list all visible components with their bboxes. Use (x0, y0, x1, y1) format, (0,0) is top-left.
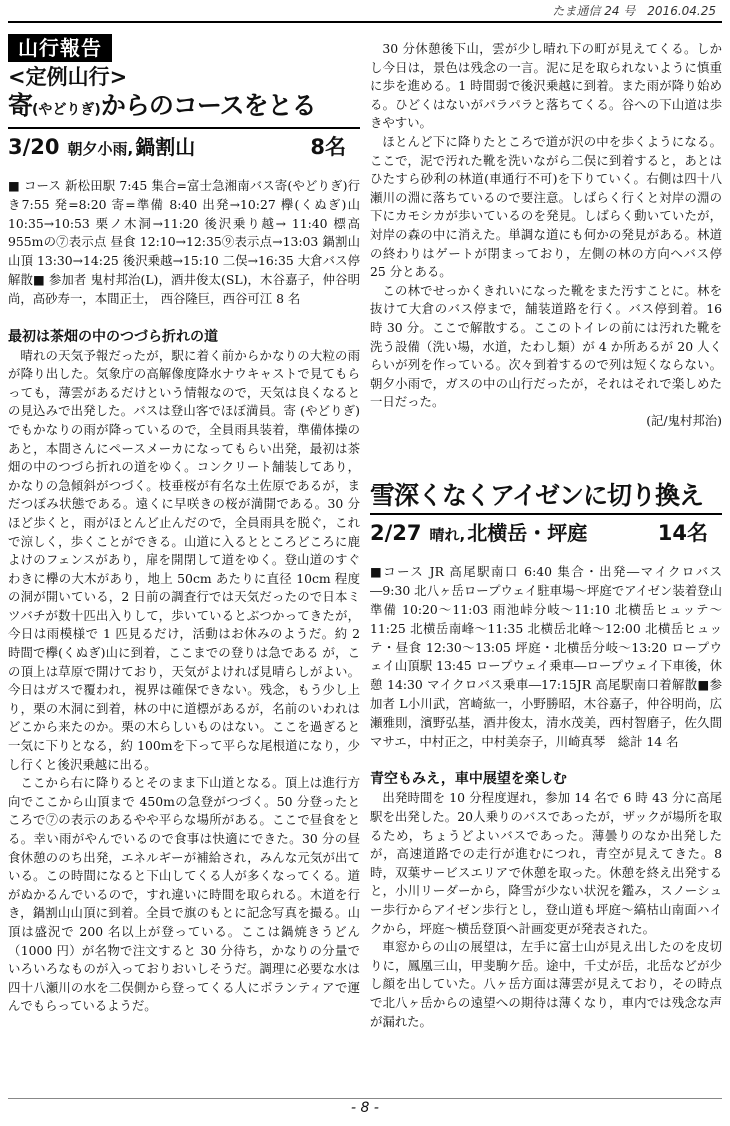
section-heading: 最初は茶畑の中のつづら折れの道 (8, 328, 218, 345)
trip-info (8, 131, 360, 161)
title-reading: (やどりぎ) (32, 102, 101, 118)
trip-mountain: 北横岳・坪庭 (467, 521, 588, 546)
page-header: たま通信 24 号 2016.04.25 (552, 4, 716, 18)
paragraph: この林でせっかくきれいになった靴をまた汚すことに。林を抜けて大倉のバス停まで，舗装道路を行く。バス停到着。16 時 30 分。ここで解散する。ここのトイレの前には汚れた靴を洗う設備（洗い場，水道，たわし類）が 4 か所あるが 20 人くらいが列を作っている。次々到着するので列は短くならない。朝夕小雨で，ガスの中の山行だったが，それはそれで楽しめた一日だった。 (370, 282, 722, 410)
left-column (8, 34, 360, 1096)
article-category: <定例山行> (8, 65, 128, 89)
paragraph: 出発時間を 10 分程度遅れ，参加 14 名で 6 時 43 分に高尾駅を出発した。20人乗りのバスであったが，ザックが場所を取るため，ちょうどよいバスであった。薄曇りのなか出発したが，高速道路での走行が進むにつれ，青空が見えてきた。8 時，双葉サービスエリアで休憩を取った。休憩を終え出発すると，小川リーダーから，降雪が少ない状況を鑑み，スノーシュー歩行からアイゼン歩行とし，登山道も坪庭～縞枯山南面ハイクから，坪庭～横岳登頂へ計画変更が発表された。 (370, 790, 722, 936)
right-column (370, 40, 722, 1096)
section-heading-2: 青空もみえ，車中展望を楽しむ (370, 771, 567, 788)
paragraph: ここから右に降りるとそのまま下山道となる。頂上は進行方向でここから山頂まで 450mの急登がつづく。50 分登ったところで⑦の表示のあるやや平らな場所がある。ここで昼食をとる。幸い雨がやんでいるので食事は快適にできた。30 分の昼食休憩ののち出発，エネルギーが補給され，みんな元気が出ている。この時間になると下山してくる人が多くなってくる。道がぬかるんでいるので，すれ違いに時間を取られる。木道を行き，鍋割山山頂に到着。全員で旗のもとに記念写真を撮る。山頂は盛況で 200 名以上が登っている。ここは鍋焼きうどん（1000 円）が名物で注文すると 30 分待ち，かなりの分量でいろいろなものが入っておりおいしそうだ。調理に必要な水は四十八瀬川の水を二俣側から登ってくる人にボランティアで運んでもらっているようだ。 (8, 775, 360, 1014)
footer-rule (8, 1098, 722, 1099)
trip-info-2 (370, 517, 722, 547)
title-part-1: 寄 (8, 91, 33, 120)
spacer (370, 430, 722, 480)
trip-weather: 晴れ, (429, 526, 466, 545)
paragraph: 30 分休憩後下山，雲が少し晴れ下の町が見えてくる。しかし今日は，景色は残念の一言。泥に足を取られないように慎重に歩を進める。1 時間弱で後沢乗越に到着。また雨が降り始める。ひどくはないがパラパラと落ちてくる。谷への下山道は歩きやすい。 (370, 41, 722, 131)
author-signature: (記/鬼村邦治) (646, 412, 722, 428)
page-number: - 8 - (351, 1100, 379, 1116)
article-body-2 (370, 789, 722, 1031)
article-title-2: 雪深くなくアイゼンに切り換え (370, 480, 722, 515)
article-title (8, 90, 360, 129)
course-description: ■ コース 新松田駅 7:45 集合=富士急湘南バス寄(やどりぎ)行き7:55 発=8:20 寄=準備 8:40 出発→10:27 欅(くぬぎ)山 10:35→10:53 栗ノ木洞→11:20 後沢乗り越→ 11:40 標高 955mの⑦表示点 昼食 12:10→12:35⑨表示点→13:03 鍋割山山頂 13:30→14:25 後沢乗越→15:10 二俣→16:35 大倉バス停解散■ 参加者 鬼村邦治(L)，酒井俊太(SL)，木谷嘉子，仲谷明尚，高砂寿一，本間正士， 西谷隆巨，西谷可江 8 名 (8, 178, 360, 306)
paragraph: 車窓からの山の展望は，左手に富士山が見え出したのを皮切りに，鳳凰三山，甲斐駒ケ岳。途中，千丈が岳，北岳などが少し顔を出していた。八ヶ岳方面は薄雲が見えており，その時点で北八ヶ岳からの遠望への期待は薄くなり，車内では残念な声が漏れた。 (370, 939, 722, 1029)
title-part-2: からのコースをとる (100, 91, 316, 120)
trip-mountain: 鍋割山 (135, 135, 196, 159)
trip-participants: 8名 (310, 135, 346, 159)
trip-date: 3/20 (8, 135, 60, 159)
paragraph: 晴れの天気予報だったが，駅に着く前からかなりの大粒の雨が降り出した。気象庁の高解像度降水ナウキャストで見てもらっても，薄雲があるだけという情報なので，天気は良くなるとの見込みで出発した。バスは登山客でほぼ満員。寄 (やどりぎ) でもかなりの雨が降っているので，全員雨具装着，準備体操のあと，本間さんにペースメーカになってもらい出発，最初は茶畑の中のつづら折れの道をゆく。コンクリート舗装してあり，かなりの急傾斜がつづく。枝垂桜が有名な土佐原であるが，まだつぼみ状態である。遠くに早咲きの桜が満開である。30 分ほど歩くと，雨がほとんど止んだので，全員雨具を脱ぐ，これで涼しく，歩くことができる。山道に入るとところどころに鹿よけのフェンスがあり，扉を開閉して道をゆく。登山道のすぐわきに欅の大木があり，地上 50cm あたりに直径 10cm 程度の洞が開いている，2 日前の調査行では天気だったので日本ミツバチが数十匹出入りして，歩いているとぶつかってきたが，今日は雨模様で 1 匹見るだけ，活動はお休みのようだ。約 2 時間で欅(くぬぎ)山に到着，ここまでの登りは急である が，この頂上は草原で開けており，天気がよければ見晴らしがよい。今日はガスで覆われ，視界は確保できない。残念，もう少し上り，栗の木洞に到着，林の中に道標があるが，名前のいわれはどこから来たのか。栗の木らしいものはない。ここを過ぎると一気に下りとなる，約 100mを下って平らな尾根道になり，少し行くと後沢乗越に出る。 (8, 347, 360, 772)
article-body (8, 347, 360, 1016)
section-label: 山行報告 (8, 34, 112, 62)
paragraph: ほとんど下に降りたところで道が沢の中を歩くようになる。ここで，泥で汚れた靴を洗いながら二俣に到着すると，あとはひたすら砂利の林道(車通行不可)を下りていく。右側は四十八瀬川の淵に落ちているので要注意。しばらく行くと対岸の淵の下にカモシカが歩いているのを発見。しばらく動いていたが，対岸の森の中に消えた。単調な道にも何かの発見がある。林道の終わりはゲートが閉まっており，左側の林の方向へバス停 25 分とある。 (370, 133, 722, 280)
article-body-continued (370, 40, 722, 430)
trip-participants: 14名 (657, 521, 708, 546)
trip-date: 2/27 (370, 521, 422, 546)
header-rule (8, 21, 722, 23)
trip-weather: 朝夕小雨, (67, 140, 134, 158)
course-description-2: ■コース JR 高尾駅南口 6:40 集合・出発―マイクロバス―9:30 北八ヶ岳ロープウェイ駐車場～坪庭でアイゼン装着登山準備 10:20～11:03 雨池峠分岐～11:10 北横岳ヒュッテ～11:25 北横岳南峰～11:35 北横岳北峰～12:00 北横岳ヒュッテ・昼食 12:30～13:05 坪庭・北横岳分岐～13:20 ロープウェイ山頂駅 13:45 ロープウェイ乗車―ロープウェイ下車後，休憩 14:30 マイクロバス乗車―17:15JR 高尾駅南口着解散■参加者 L小川武，宮崎紘一，小野勝昭，木谷嘉子，仲谷明尚，広瀬雅則，濱野弘基，酒井俊太，清水茂美，西村智磨子，佐久間マサエ，中村正之，中村美奈子，川崎真琴 総計 14 名 (370, 564, 722, 749)
